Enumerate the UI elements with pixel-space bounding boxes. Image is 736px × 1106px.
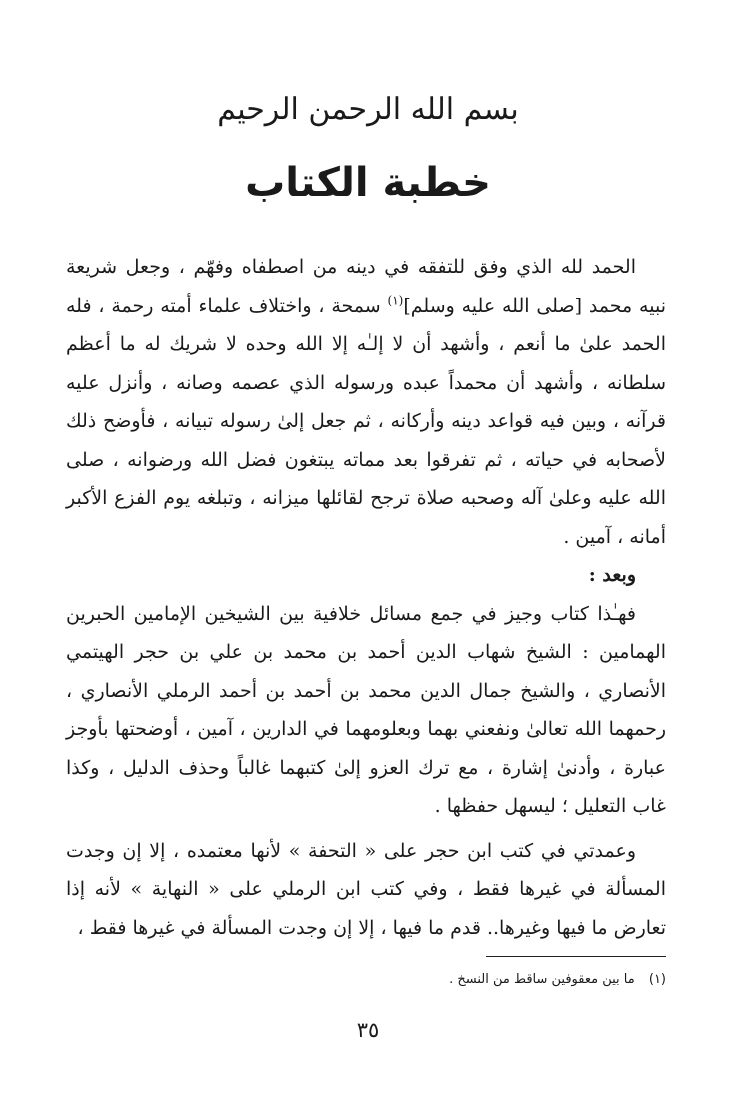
footnote-reference: (١) xyxy=(387,293,404,308)
footnote-number: (١) xyxy=(648,972,666,987)
wa-baad-heading: وبعد : xyxy=(588,564,636,586)
basmala: بسم الله الرحمن الرحيم xyxy=(217,92,519,127)
paragraph-opening-part2: سمحة ، واختلاف علماء أمته رحمة ، فله الحمد علىٰ ما أنعم ، وأشهد أن لا إلـٰه إلا الله وحده لا شريك له ما أعظم سلطانه ، وأشهد أن محمداً عبده ورسوله الذي عصمه وصانه ، وأنزل عليه قرآنه ، وبين فيه قواعد دينه وأركانه ، ثم جعل إلىٰ رسوله تبيانه ، فأوضح ذلك لأصحابه في حياته ، ثم تفرقوا بعد مماته يبتغون فضل الله ورضوانه ، صلى الله عليه وعلىٰ آله وصحبه صلاة ترجح لقائلها ميزانه ، وتبلغه يوم الفزع الأكبر أمانه ، آمين . xyxy=(66,294,666,548)
paragraph-purpose: فهـٰذا كتاب وجيز في جمع مسائل خلافية بين الشيخين الإمامين الحبرين الهمامين : الشيخ شهاب الدين أحمد بن محمد بن علي بن حجر الهيتمي الأنصاري ، والشيخ جمال الدين محمد بن أحمد بن أحمد الرملي الأنصاري ، رحمهما الله تعالىٰ ونفعني بهما وبعلومهما في الدارين ، آمين ، أوضحتها بأوجز عبارة ، وأدنىٰ إشارة ، مع ترك العزو إلىٰ كتبهما غالباً وحذف الدليل ، وكذا غاب التعليل ؛ ليسهل حفظها . xyxy=(66,602,666,817)
footnote xyxy=(66,972,666,987)
footnote-divider xyxy=(486,956,666,957)
footnote-text: ما بين معقوفين ساقط من النسخ . xyxy=(449,972,635,987)
paragraph-opening xyxy=(66,248,666,556)
paragraph-sources: وعمدتي في كتب ابن حجر على « التحفة » لأنها معتمده ، إلا إن وجدت المسألة في غيرها فقط ، وفي كتب ابن الرملي على « النهاية » لأنه إذا تعارض ما فيها وغيرها.. قدم ما فيها ، إلا إن وجدت المسألة في غيرها فقط ، xyxy=(66,839,666,939)
page-number: ٣٥ xyxy=(356,1018,380,1042)
main-text xyxy=(66,248,666,947)
paragraph-opening-part1: الحمد لله الذي وفق للتفقه في دينه من اصطفاه وفهّم ، وجعل شريعة نبيه محمد [صلى الله عليه وسلم] xyxy=(66,256,666,317)
section-heading: خطبة الكتاب xyxy=(245,160,491,206)
